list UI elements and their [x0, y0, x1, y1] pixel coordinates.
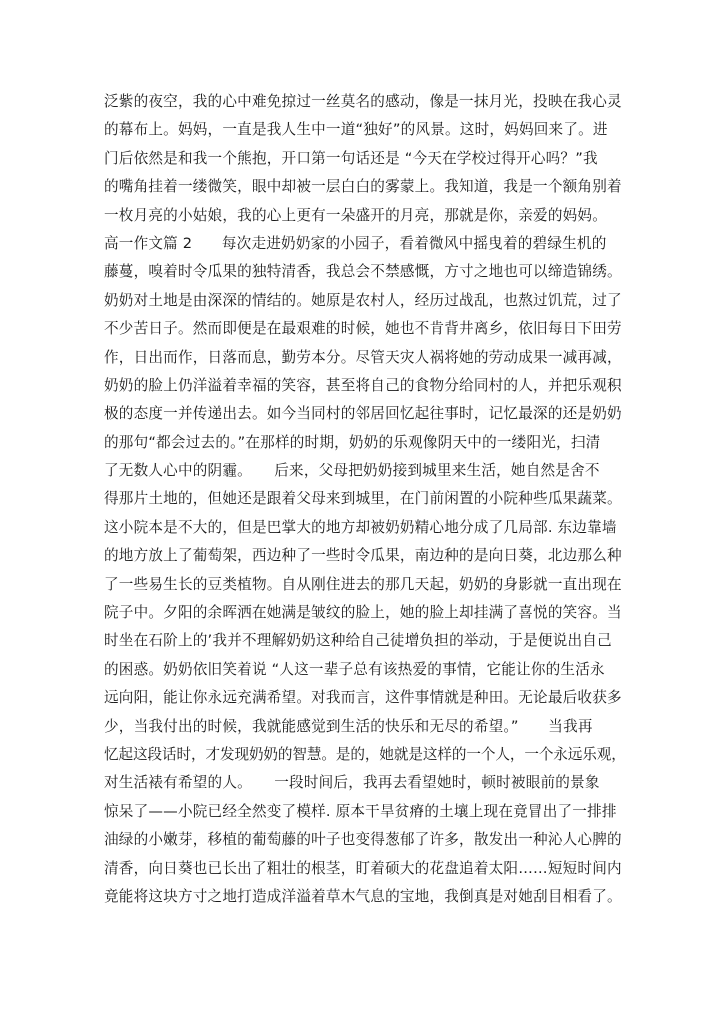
text-line: 极的态度一并传递出去。如今当同村的邻居回忆起往事时，记忆最深的还是奶奶	[104, 405, 622, 423]
text-line: 泛紫的夜空，我的心中难免掠过一丝莫名的感动，像是一抹月光，投映在我心灵	[104, 93, 622, 110]
text-line: 清香，向日葵也已长出了粗壮的根茎，盯着硕大的花盘追着太阳……短短时间内	[104, 859, 622, 877]
text-line: 少，当我付出的时候，我就能感觉到生活的快乐和无尽的希望。” 当我再	[104, 717, 593, 735]
text-line: 院子中。夕阳的余晖洒在她满是皱纹的脸上，她的脸上却挂满了喜悦的笑容。当	[104, 604, 622, 622]
text-line: 作，日出而作，日落而息，勤劳本分。尽管天灾人祸将她的劳动成果一减再减，	[104, 348, 622, 366]
text-line: 惊呆了——小院已经全然变了模样. 原本干旱贫瘠的土壤上现在竟冒出了一排排	[104, 802, 617, 820]
text-line: 得那片土地的，但她还是跟着父母来到城里，在门前闲置的小院种些瓜果蔬菜。	[104, 490, 622, 508]
text-line: 远向阳，能让你永远充满希望。对我而言，这件事情就是种田。无论最后收获多	[104, 689, 622, 707]
text-line: 门后依然是和我一个熊抱，开口第一句话还是 “今天在学校过得开心吗？”我	[104, 149, 598, 167]
text-line: 时坐在石阶上的’我并不理解奶奶这种给自己徒增负担的举动，于是便说出自己	[104, 632, 612, 650]
text-line: 藤蔓，嗅着时令瓜果的独特清香，我总会不禁感慨，方寸之地也可以缔造锦绣。	[104, 263, 622, 281]
text-line: 油绿的小嫩芽，移植的葡萄藤的叶子也变得葱郁了许多，散发出一种沁人心脾的	[104, 831, 622, 849]
text-line: 了一些易生长的豆类植物。自从刚住进去的那几天起，奶奶的身影就一直出现在	[104, 575, 622, 593]
text-line: 忆起这段话时，才发现奶奶的智慧。是的，她就是这样的一个人，一个永远乐观，	[104, 745, 626, 763]
text-line: 奶奶对土地是由深深的情结的。她原是农村人，经历过战乱，也熬过饥荒，过了	[104, 291, 622, 309]
text-line: 的困惑。奶奶依旧笑着说 “人这一辈子总有该热爱的事情，它能让你的生活永	[104, 660, 605, 678]
text-line: 了无数人心中的阴霾。 后来，父母把奶奶接到城里来生活，她自然是舍不	[104, 462, 600, 480]
text-line: 这小院本是不大的，但是巴掌大的地方却被奶奶精心地分成了几局部. 东边靠墙	[104, 518, 617, 536]
text-line: 的幕布上。妈妈，一直是我人生中一道“独好”的风景。这时，妈妈回来了。进	[104, 121, 608, 139]
text-line: 对生活裱有希望的人。 一段时间后，我再去看望她时，顿时被眼前的景象	[104, 774, 600, 792]
text-line: 不少苦日子。然而即便是在最艰难的时候，她也不肯背井离乡，依旧每日下田劳	[104, 320, 622, 338]
section-heading-line: 高一作文篇 2 每次走进奶奶家的小园子，看着微风中摇曳着的碧绿生机的	[104, 234, 607, 252]
text-line: 奶奶的脸上仍洋溢着幸福的笑容，甚至将自己的食物分给同村的人，并把乐观积	[104, 376, 622, 394]
text-line: 竟能将这块方寸之地打造成洋溢着草木气息的宝地，我倒真是对她刮目相看了。	[104, 887, 622, 905]
text-line: 的地方放上了葡萄架，西边种了一些时令瓜果，南边种的是向日葵，北边那么种	[104, 547, 622, 565]
text-line: 的那句“都会过去的。”在那样的时期，奶奶的乐观像阴天中的一缕阳光，扫清	[104, 433, 601, 451]
body-text	[104, 88, 628, 911]
text-line: 一枚月亮的小姑娘，我的心上更有一朵盛开的月亮，那就是你，亲爱的妈妈。	[104, 206, 607, 224]
text-line: 的嘴角挂着一缕微笑，眼中却被一层白白的雾蒙上。我知道，我是一个额角别着	[104, 178, 622, 196]
